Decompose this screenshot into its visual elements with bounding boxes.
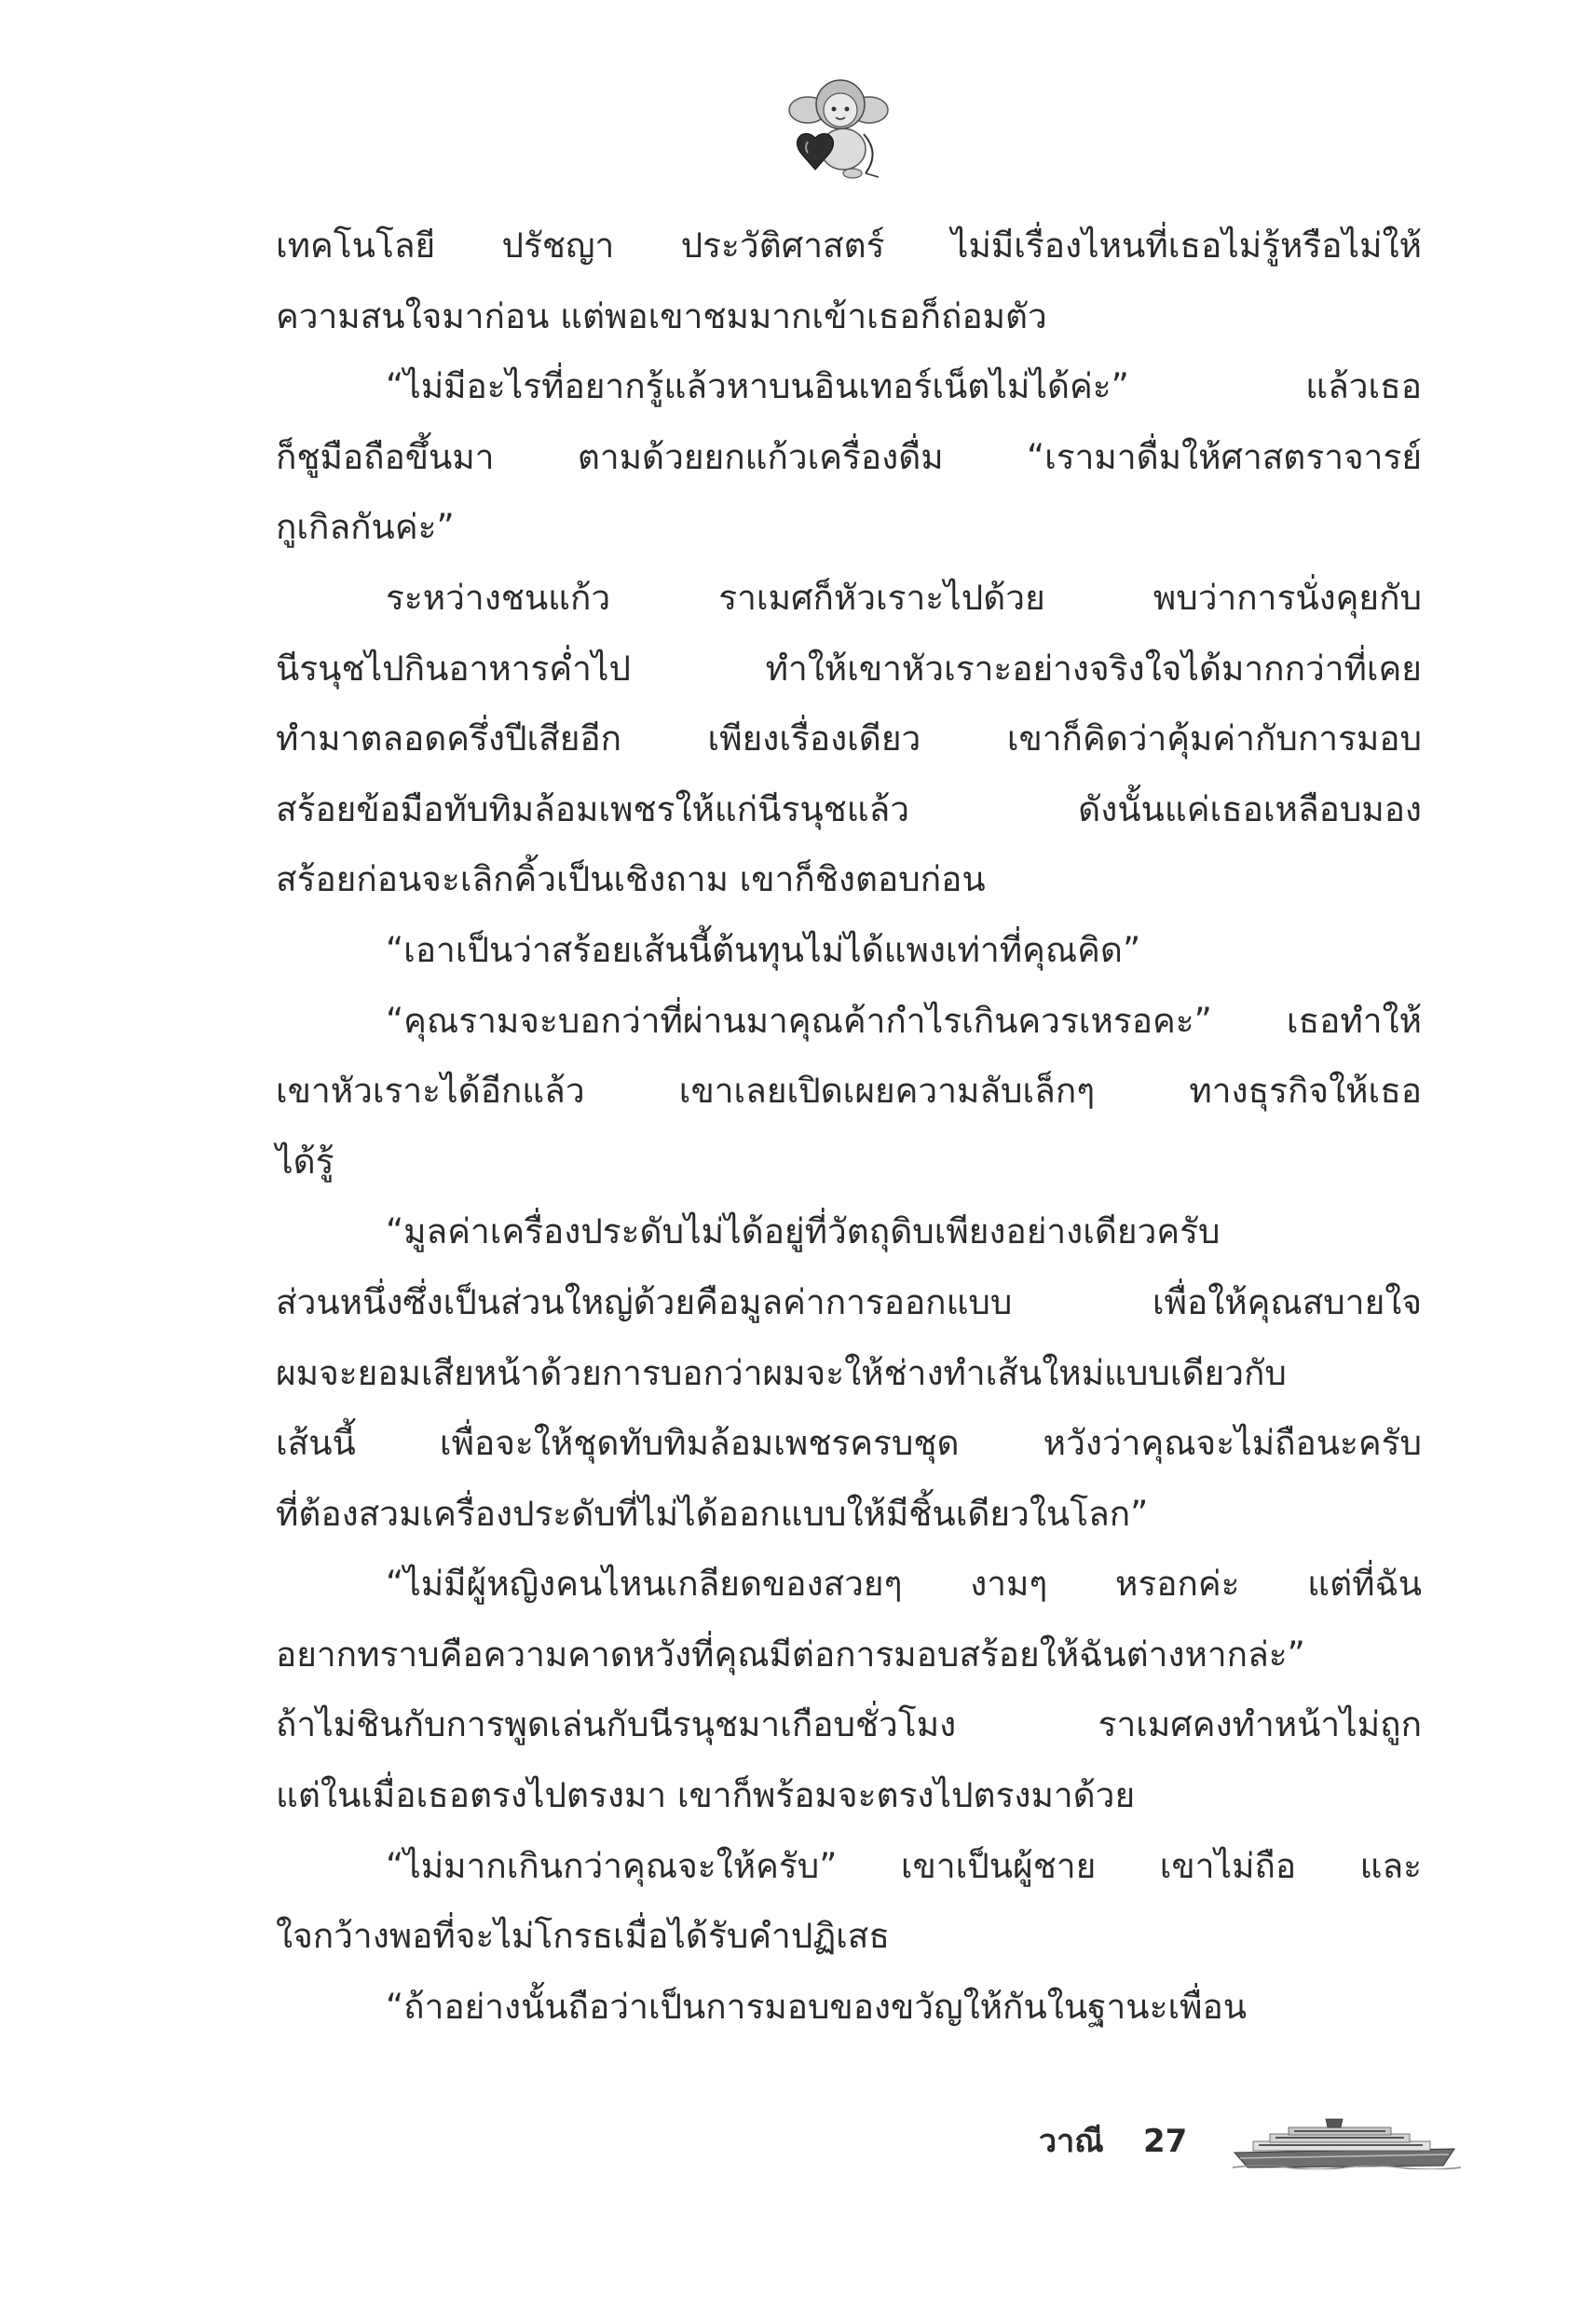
text-line: เทคโนโลยี ปรัชญา ประวัติศาสตร์ ไม่มีเรื่องไหนที่เธอไม่รู้หรือไม่ให้ bbox=[276, 226, 1422, 266]
text-line: ที่ต้องสวมเครื่องประดับที่ไม่ได้ออกแบบให้มีชิ้นเดียวในโลก” bbox=[276, 1493, 1149, 1534]
text-line: “คุณรามจะบอกว่าที่ผ่านมาคุณค้ากำไรเกินควรเหรอคะ” เธอทำให้ bbox=[386, 1000, 1422, 1041]
text-line: ทำมาตลอดครึ่งปีเสียอีก เพียงเรื่องเดียว เขาก็คิดว่าคุ้มค่ากับการมอบ bbox=[276, 718, 1422, 759]
text-line: เขาหัวเราะได้อีกแล้ว เขาเลยเปิดเผยความลับเล็กๆ ทางธุรกิจให้เธอ bbox=[276, 1071, 1422, 1112]
text-line: สร้อยข้อมือทับทิมล้อมเพชรให้แก่นีรนุชแล้ว ดังนั้นแค่เธอเหลือบมอง bbox=[276, 788, 1422, 829]
text-line: เส้นนี้ เพื่อจะให้ชุดทับทิมล้อมเพชรครบชุด หวังว่าคุณจะไม่ถือนะครับ bbox=[276, 1423, 1422, 1464]
text-line: ก็ชูมือถือขึ้นมา ตามด้วยยกแก้วเครื่องดื่ม “เรามาดื่มให้ศาสตราจารย์ bbox=[276, 436, 1422, 477]
text-line: แต่ในเมื่อเธอตรงไปตรงมา เขาก็พร้อมจะตรงไปตรงมาด้วย bbox=[276, 1775, 1136, 1816]
text-line: ส่วนหนึ่งซึ่งเป็นส่วนใหญ่ด้วยคือมูลค่าการออกแบบ เพื่อให้คุณสบายใจ bbox=[276, 1281, 1422, 1322]
text-line: ผมจะยอมเสียหน้าด้วยการบอกว่าผมจะให้ช่างทำเส้นใหม่แบบเดียวกับ bbox=[276, 1352, 1287, 1393]
text-line: นีรนุชไปกินอาหารค่ำไป ทำให้เขาหัวเราะอย่างจริงใจได้มากกว่าที่เคย bbox=[276, 648, 1422, 689]
text-line: ความสนใจมาก่อน แต่พอเขาชมมากเข้าเธอก็ถ่อมตัว bbox=[276, 295, 1047, 336]
page-footer bbox=[1039, 2115, 1467, 2171]
text-line: ได้รู้ bbox=[276, 1141, 334, 1182]
page-number: 27 bbox=[1143, 2123, 1188, 2160]
text-line: ระหว่างชนแก้ว ราเมศก็หัวเราะไปด้วย พบว่าการนั่งคุยกับ bbox=[386, 577, 1422, 618]
text-line: สร้อยก่อนจะเลิกคิ้วเป็นเชิงถาม เขาก็ชิงตอบก่อน bbox=[276, 859, 986, 900]
text-line: “เอาเป็นว่าสร้อยเส้นนี้ต้นทุนไม่ได้แพงเท่าที่คุณคิด” bbox=[386, 929, 1141, 970]
text-line: “ไม่มีอะไรที่อยากรู้แล้วหาบนอินเทอร์เน็ตไม่ได้ค่ะ” แล้วเธอ bbox=[386, 366, 1422, 407]
text-line: ถ้าไม่ชินกับการพูดเล่นกับนีรนุชมาเกือบชั่วโมง ราเมศคงทำหน้าไม่ถูก bbox=[276, 1704, 1422, 1745]
text-line: อยากทราบคือความคาดหวังที่คุณมีต่อการมอบสร้อยให้ฉันต่างหากล่ะ” bbox=[276, 1634, 1305, 1675]
text-line: “ถ้าอย่างนั้นถือว่าเป็นการมอบของขวัญให้กันในฐานะเพื่อน bbox=[386, 1986, 1248, 2027]
text-line: “ไม่มากเกินกว่าคุณจะให้ครับ” เขาเป็นผู้ชาย เขาไม่ถือ และ bbox=[386, 1845, 1422, 1886]
text-line: “มูลค่าเครื่องประดับไม่ได้อยู่ที่วัตถุดิบเพียงอย่างเดียวครับ bbox=[386, 1211, 1221, 1252]
cruise-ship-icon bbox=[1233, 2115, 1461, 2169]
text-line: ใจกว้างพอที่จะไม่โกรธเมื่อได้รับคำปฏิเสธ bbox=[276, 1916, 890, 1957]
body-text bbox=[276, 211, 1422, 2042]
cupid-heart-icon bbox=[787, 73, 890, 183]
text-line: กูเกิลกันค่ะ” bbox=[276, 507, 455, 548]
book-title: วาณี bbox=[1039, 2123, 1104, 2160]
text-line: “ไม่มีผู้หญิงคนไหนเกลียดของสวยๆ งามๆ หรอกค่ะ แต่ที่ฉัน bbox=[386, 1564, 1422, 1605]
